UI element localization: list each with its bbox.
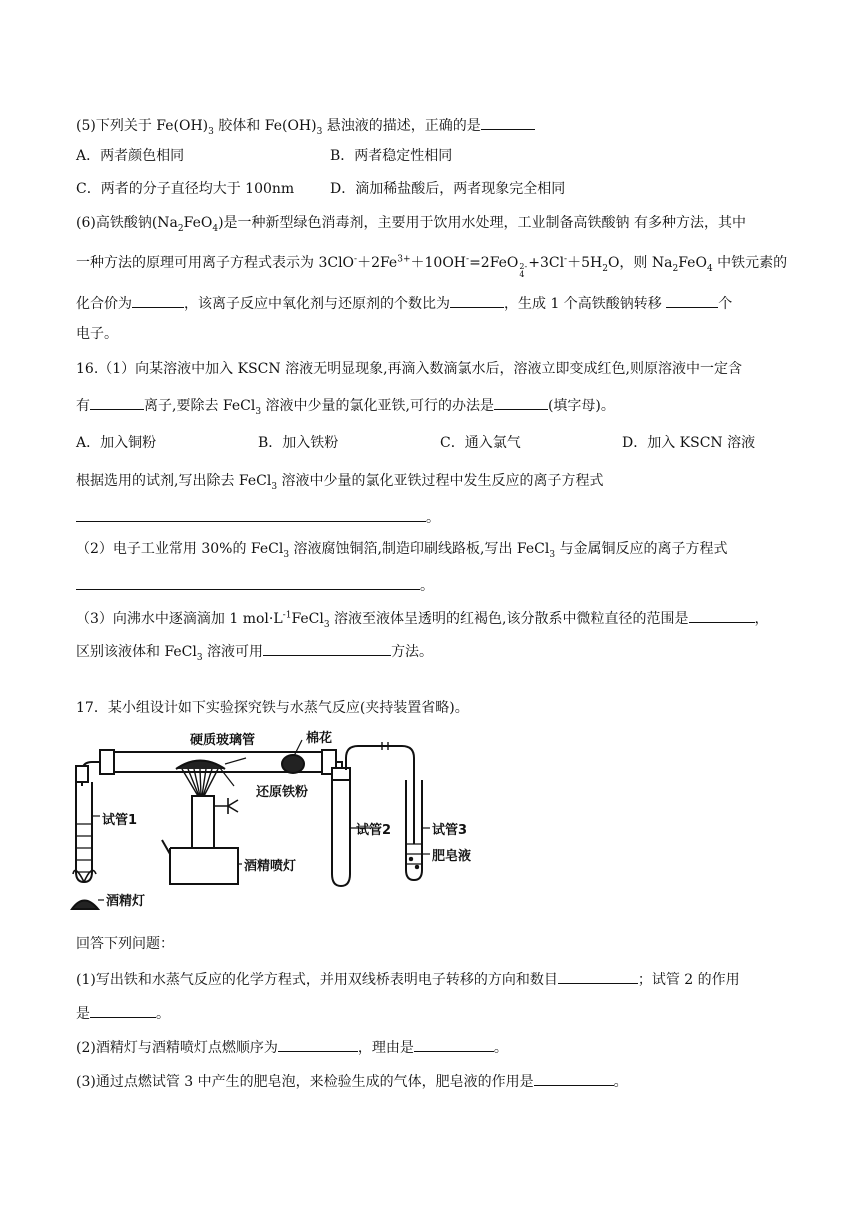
q5-stem: (5)下列关于 $Fe(OH)_3$ 胶体和 $Fe(OH)_3$ 悬浊液的描述，正确的是 (76, 116, 535, 135)
q17-sub2: (2)酒精灯与酒精喷灯点燃顺序为 ，理由是 。 (76, 1040, 508, 1056)
q16-line4: 根据选用的试剂,写出除去 FeCl$_3$ 溶液中少量的氯化亚铁过程中发生反应的离子方程式 (76, 473, 604, 492)
cotton-plug (282, 755, 304, 773)
q17-stem: 17．某小组设计如下实验探究铁与水蒸气反应(夹持装置省略)。 (76, 700, 469, 716)
q6-line4: 电子。 (76, 326, 118, 342)
tube1-liquid (77, 824, 91, 872)
q6-line2: 一种方法的原理可用离子方程式表示为 $3ClO^-+2Fe^{3+}+10OH^-=2FeO$ 2- 4 $+3Cl^-+5H_2O$，则 $Na_2FeO_4$ 中铁元素的 (76, 254, 788, 279)
label-blowtorch: 酒精喷灯 (244, 859, 297, 874)
q16-answer-line1: 。 (76, 508, 440, 527)
leader-iron (220, 768, 234, 786)
answer-blank[interactable] (689, 609, 755, 623)
blowtorch-column (192, 796, 214, 848)
q17-sub1: (1)写出铁和水蒸气反应的化学方程式，并用双线桥表明电子转移的方向和数目 ；试管 2 的作用 (76, 972, 740, 988)
label-alcohol-lamp: 酒精灯 (106, 894, 146, 909)
blowtorch-valve (214, 798, 238, 814)
label-iron-powder: 还原铁粉 (256, 785, 309, 800)
answer-blank[interactable] (90, 1004, 156, 1018)
q5-option-b: B．两者稳定性相同 (330, 148, 453, 164)
answer-blank[interactable] (450, 294, 504, 308)
blowtorch-spout (162, 840, 170, 854)
q16-part3: （3）向沸水中逐滴滴加 1 $mol\cdot L^{-1}FeCl_3$ 溶液至液体呈透明的红褐色,该分散系中微粒直径的范围是 ， (76, 610, 769, 630)
q5-option-d: D．滴加稀盐酸后，两者现象完全相同 (330, 181, 566, 197)
answer-blank[interactable] (534, 1072, 614, 1086)
q16-line1: 16.（1）向某溶液中加入 KSCN 溶液无明显现象,再滴入数滴氯水后，溶液立即变成红色,则原溶液中一定含 (76, 361, 742, 377)
q16-option-c: C．通入氯气 (440, 435, 521, 451)
q16-line2: 有 离子,要除去 FeCl$_3$ 溶液中少量的氯化亚铁,可行的办法是 (填字母)。 (76, 398, 615, 417)
q17-sub1-line2: 是 。 (76, 1006, 170, 1022)
answer-blank[interactable] (263, 642, 391, 656)
answer-blank[interactable] (90, 396, 144, 410)
tube1-stopper (76, 766, 88, 782)
q16-option-d: D．加入 KSCN 溶液 (622, 435, 756, 451)
label-hard-glass-tube: 硬质玻璃管 (190, 733, 256, 748)
label-soap: 肥皂液 (432, 849, 472, 864)
tube2-stopper (332, 768, 350, 780)
q16-option-b: B．加入铁粉 (258, 435, 339, 451)
answer-blank[interactable] (494, 396, 548, 410)
apparatus-diagram (70, 724, 490, 920)
answer-blank[interactable] (558, 970, 638, 984)
answer-blank[interactable] (278, 1038, 358, 1052)
q16-part3-line2: 区别该液体和 FeCl$_3$ 溶液可用 方法。 (76, 644, 434, 663)
blowtorch-flame (182, 769, 218, 796)
leader-tube (225, 758, 246, 764)
alcohol-lamp (72, 901, 98, 910)
test-tube-2 (332, 780, 350, 886)
q6-line1: (6)高铁酸钠$(Na_2FeO_4)$是一种新型绿色消毒剂，主要用于饮用水处理，工业制备高铁酸钠 有多种方法，其中 (76, 215, 746, 234)
tube-stopper-left (100, 750, 114, 774)
blowtorch-tank (170, 848, 238, 884)
q5-option-a: A．两者颜色相同 (76, 148, 185, 164)
label-test-tube-3: 试管3 (432, 823, 468, 838)
answer-blank[interactable] (76, 576, 420, 590)
q17-answer-prompt: 回答下列问题： (76, 936, 174, 952)
iron-powder (176, 761, 225, 770)
q6-line3: 化合价为 ，该离子反应中氧化剂与还原剂的个数比为 ，生成 1 个高铁酸钠转移 个 (76, 296, 733, 312)
charge-stack: 2- 4 (519, 262, 528, 279)
soap-liquid (407, 844, 421, 864)
q16-answer-line2: 。 (76, 576, 434, 595)
label-cotton: 棉花 (306, 731, 333, 746)
q16-option-a: A．加入铜粉 (76, 435, 157, 451)
leader-cotton (294, 740, 302, 756)
label-test-tube-1: 试管1 (102, 813, 138, 828)
test-tube-1 (76, 782, 92, 882)
answer-blank[interactable] (666, 294, 718, 308)
answer-blank[interactable] (481, 116, 535, 130)
label-test-tube-2: 试管2 (356, 823, 392, 838)
answer-blank[interactable] (132, 294, 184, 308)
q17-sub3: (3)通过点燃试管 3 中产生的肥皂泡，来检验生成的气体，肥皂液的作用是 。 (76, 1074, 628, 1090)
q16-part2: （2）电子工业常用 30%的 FeCl$_3$ 溶液腐蚀铜箔,制造印刷线路板,写出 FeCl$_3$ 与金属铜反应的离子方程式 (76, 541, 728, 560)
q5-option-c: C．两者的分子直径均大于 100nm (76, 181, 295, 197)
answer-blank[interactable] (76, 508, 426, 522)
answer-blank[interactable] (414, 1038, 494, 1052)
